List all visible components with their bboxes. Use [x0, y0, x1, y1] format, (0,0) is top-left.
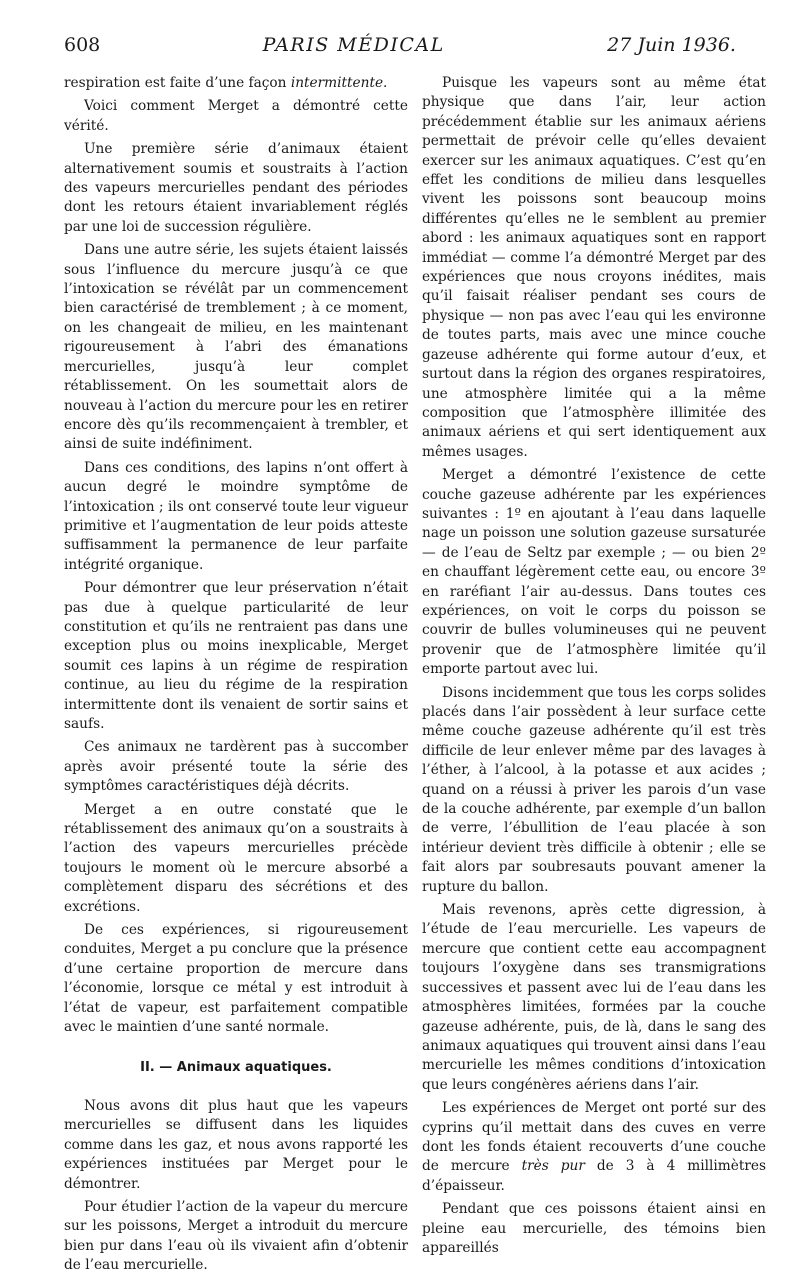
- paragraph: Pour étudier l’action de la vapeur du mercure sur les poissons, Merget a introduit du mercure bien pur dans l’eau où ils vivaient afin d’obtenir de l’eau mercurielle.: [64, 1198, 408, 1274]
- paragraph: Pour démontrer que leur préservation n’était pas due à quelque particularité de leur constitution et qu’ils ne rentraient pas dans une exception plus ou moins inexplicable, Merget soumit ces lapins à un régime de respiration continue, au lieu du régime de la respiration intermittente dont ils venaient de sortir sains et saufs.: [64, 580, 408, 732]
- paragraph: [64, 74, 408, 93]
- paragraph: Merget a démontré l’existence de cette couche gazeuse adhérente par les expériences suivantes : 1º en ajoutant à l’eau dans laquelle nage un poisson une solution gazeuse sursaturée — de l’eau de Seltz par exemple ; — ou bien 2º en chauffant légèrement cette eau, ou encore 3º en raréfiant l’air au-dessus. Dans toutes ces expériences, on voit le corps du poisson se couvrir de bulles volumineuses qui ne peuvent provenir que de l’atmosphère limitée qu’il emporte partout avec lui.: [422, 467, 766, 678]
- paragraph: De ces expériences, si rigoureusement conduites, Merget a pu conclure que la présence d’une certaine proportion de mercure dans l’économie, lorsque ce métal y est introduit à l’état de vapeur, est parfaitement compatible avec le maintien d’une santé normale.: [64, 922, 408, 1036]
- running-header: [64, 34, 736, 64]
- paragraph: Dans ces conditions, des lapins n’ont offert à aucun degré le moindre symptôme de l’intoxication ; ils ont conservé toute leur vigueur primitive et l’augmentation de leur poids atteste suffisamment la permanence de leur parfaite intégrité organique.: [64, 459, 408, 573]
- paragraph: Une première série d’animaux étaient alternativement soumis et soustraits à l’action des vapeurs mercurielles pendant des périodes dont les retours étaient invariablement réglés par une loi de succession régulière.: [64, 141, 408, 235]
- paragraph: Mais revenons, après cette digression, à l’étude de l’eau mercurielle. Les vapeurs de mercure que contient cette eau accompagnent toujours l’oxygène dans ses transmigrations successives et passent avec lui de l’eau dans les atmosphères limitées, formées par la couche gazeuse adhérente, puis, de là, dans le sang des animaux aquatiques qui trouvent ainsi dans l’eau mercurielle les mêmes conditions d’intoxication que leurs congénères aériens dans l’air.: [422, 902, 766, 1093]
- paragraph: Pendant que ces poissons étaient ainsi en pleine eau mercurielle, des témoins bien appareillés: [422, 1201, 766, 1256]
- paragraph-text: Les expériences de Merget ont porté sur des cyprins qu’il mettait dans des cuves en verre dont les fonds étaient recouverts d’une couche de mercure: [422, 1100, 766, 1175]
- paragraph-text: respiration est faite d’une façon: [64, 75, 291, 91]
- paragraph: Dans une autre série, les sujets étaient laissés sous l’influence du mercure jusqu’à ce que l’intoxication se révélât par un commencement bien caractérisé de tremblement ; à ce moment, on les changeait de milieu, en les maintenant rigoureusement à l’abri des émanations mercurielles, jusqu’à leur complet rétablissement. On les soumettait alors de nouveau à l’action du mercure pour les en retirer encore dès qu’ils recommençaient à trembler, et ainsi de suite indéfiniment.: [64, 242, 408, 453]
- section-heading: II. — Animaux aquatiques.: [140, 1059, 332, 1075]
- emphasis-text: très pur: [521, 1158, 585, 1175]
- paragraph: Nous avons dit plus haut que les vapeurs mercurielles se diffusent dans les liquides comme dans les gaz, et nous avons rapporté les expériences instituées par Merget pour le démontrer.: [64, 1097, 408, 1192]
- paragraph-text: de 3 à 4 millimètres d’épaisseur.: [422, 1158, 766, 1194]
- paragraph: Puisque les vapeurs sont au même état physique que dans l’air, leur action précédemment établie sur les animaux aériens permettait de prévoir celle qu’elles devaient exercer sur les animaux aquatiques. C’est qu’en effet les conditions de milieu dans lesquelles vivent les poissons sont beaucoup moins différentes qu’elles ne le semblent au premier abord : les animaux aquatiques sont en rapport immédiat — comme l’a démontré Merget par des expériences que nous croyons inédites, mais qu’il faisait réaliser pendant ses cours de physique — non pas avec l’eau qui les environne de toutes parts, mais avec une mince couche gazeuse adhérente qui forme autour d’eux, et surtout dans la région des organes respiratoires, une atmosphère limitée qui a la même composition que l’atmosphère illimitée des animaux aériens et qui sert identiquement aux mêmes usages.: [422, 75, 766, 460]
- journal-title: PARIS MÉDICAL: [262, 34, 445, 56]
- paragraph: [422, 1099, 766, 1196]
- paragraph: Voici comment Merget a démontré cette vérité.: [64, 98, 408, 134]
- emphasis-text: intermittente.: [290, 75, 388, 91]
- paragraph: Merget a en outre constaté que le rétablissement des animaux qu’on a soustraits à l’action des vapeurs mercurielles précède toujours le moment où le mercure absorbé a complètement disparu des sécrétions et des excrétions.: [64, 801, 408, 915]
- left-column: [64, 74, 408, 1276]
- issue-date: 27 Juin 1936.: [607, 34, 736, 56]
- paragraph: Disons incidemment que tous les corps solides placés dans l’air possèdent à leur surface cette même couche gazeuse adhérente qu’il est très difficile de leur enlever même par des lavages à l’éther, à l’alcool, à la potasse et aux acides ; quand on a réussi à priver les parois d’un vase de la couche adhérente, par exemple d’un ballon de verre, l’ébullition de l’eau placée à son intérieur devient très difficile à obtenir ; elle se fait alors par soubresauts pouvant amener la rupture du ballon.: [422, 684, 766, 895]
- paragraph: Ces animaux ne tardèrent pas à succomber après avoir présenté toute la série des symptômes caractéristiques déjà décrits.: [64, 739, 408, 795]
- right-column: [422, 74, 766, 1258]
- page-number: 608: [64, 34, 101, 56]
